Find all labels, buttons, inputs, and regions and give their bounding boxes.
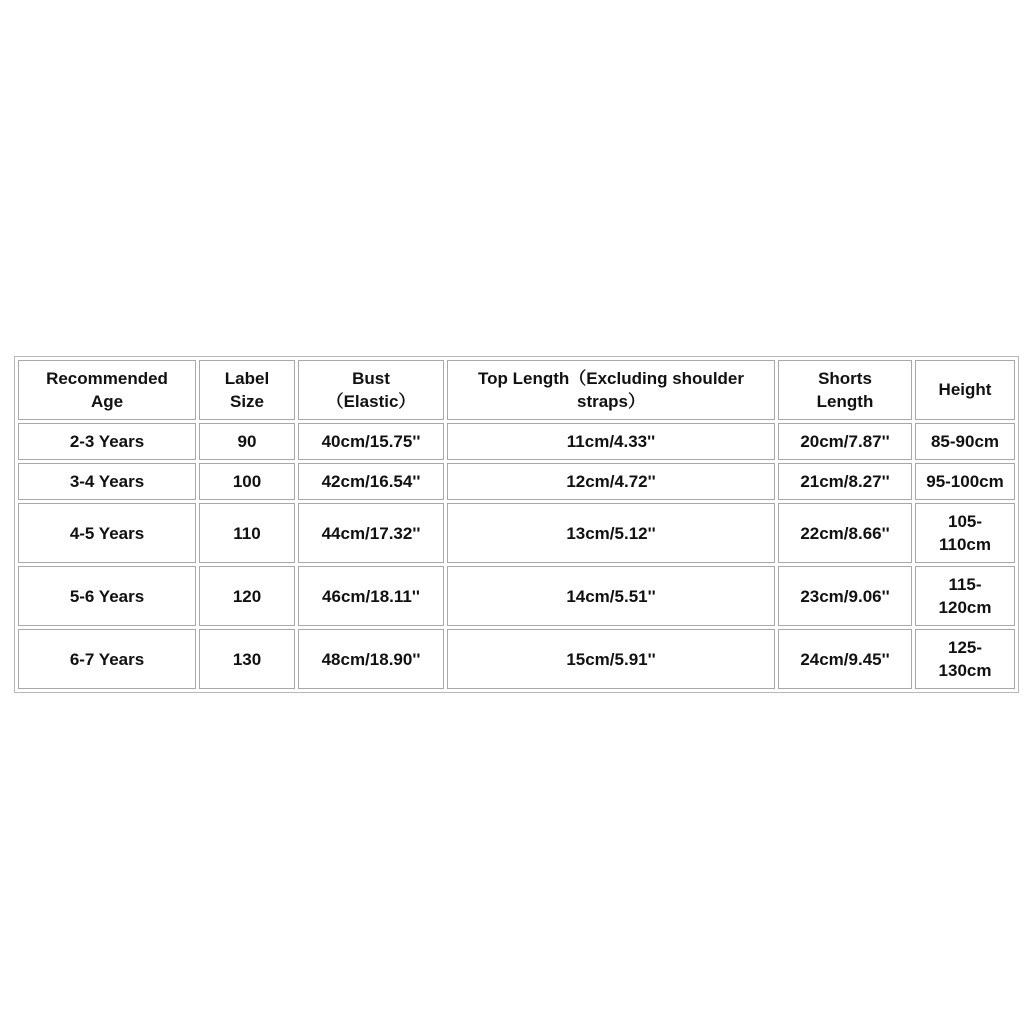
- cell-height: 125- 130cm: [915, 629, 1015, 689]
- cell-shorts-length: 20cm/7.87'': [778, 423, 912, 460]
- cell-age: 5-6 Years: [18, 566, 196, 626]
- table-row: [18, 423, 1015, 460]
- cell-label-size: 100: [199, 463, 295, 500]
- header-top-length: Top Length（Excluding shoulder straps）: [447, 360, 775, 420]
- cell-label-size: 90: [199, 423, 295, 460]
- cell-bust: 44cm/17.32'': [298, 503, 444, 563]
- cell-top-length: 14cm/5.51'': [447, 566, 775, 626]
- cell-shorts-length: 22cm/8.66'': [778, 503, 912, 563]
- cell-age: 6-7 Years: [18, 629, 196, 689]
- cell-age: 2-3 Years: [18, 423, 196, 460]
- size-chart-table: [14, 356, 1019, 693]
- cell-height: 85-90cm: [915, 423, 1015, 460]
- cell-shorts-length: 24cm/9.45'': [778, 629, 912, 689]
- cell-top-length: 11cm/4.33'': [447, 423, 775, 460]
- table-row: [18, 503, 1015, 563]
- header-bust: Bust （Elastic）: [298, 360, 444, 420]
- table-row: [18, 629, 1015, 689]
- cell-height: 115- 120cm: [915, 566, 1015, 626]
- cell-label-size: 110: [199, 503, 295, 563]
- cell-shorts-length: 23cm/9.06'': [778, 566, 912, 626]
- table-row: [18, 566, 1015, 626]
- header-height: Height: [915, 360, 1015, 420]
- cell-label-size: 130: [199, 629, 295, 689]
- cell-height: 95-100cm: [915, 463, 1015, 500]
- header-shorts-length: Shorts Length: [778, 360, 912, 420]
- header-label-size: Label Size: [199, 360, 295, 420]
- cell-top-length: 13cm/5.12'': [447, 503, 775, 563]
- cell-age: 3-4 Years: [18, 463, 196, 500]
- cell-top-length: 15cm/5.91'': [447, 629, 775, 689]
- cell-bust: 46cm/18.11'': [298, 566, 444, 626]
- cell-label-size: 120: [199, 566, 295, 626]
- cell-shorts-length: 21cm/8.27'': [778, 463, 912, 500]
- cell-bust: 48cm/18.90'': [298, 629, 444, 689]
- cell-bust: 40cm/15.75'': [298, 423, 444, 460]
- table-row: [18, 463, 1015, 500]
- cell-bust: 42cm/16.54'': [298, 463, 444, 500]
- cell-age: 4-5 Years: [18, 503, 196, 563]
- cell-top-length: 12cm/4.72'': [447, 463, 775, 500]
- cell-height: 105- 110cm: [915, 503, 1015, 563]
- header-recommended-age: Recommended Age: [18, 360, 196, 420]
- header-row: [18, 360, 1015, 420]
